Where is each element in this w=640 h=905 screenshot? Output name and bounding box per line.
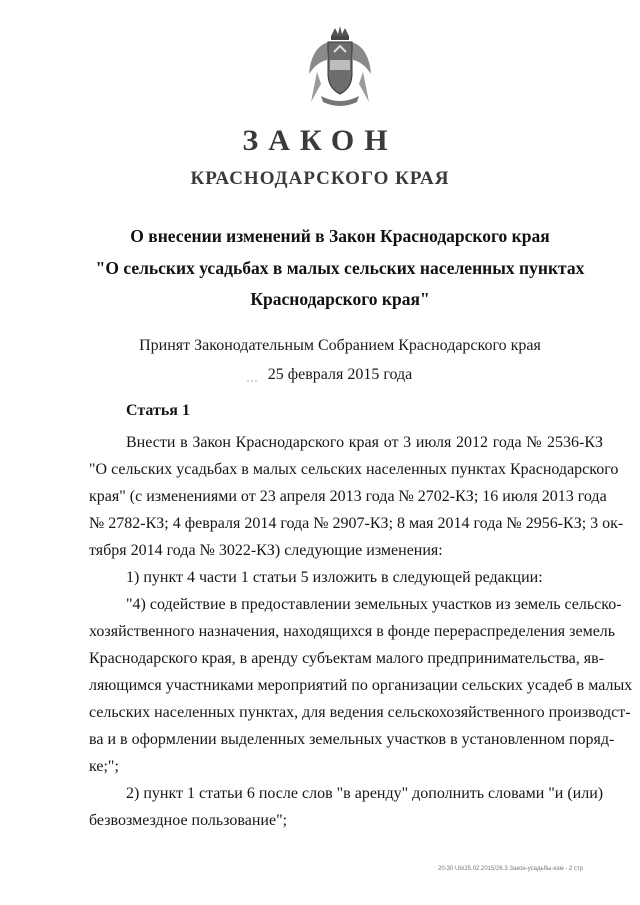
body-line-12: ва и в оформлении выделенных земельных участков в установленном поряд- (89, 731, 615, 748)
article-heading: Статья 1 (126, 402, 190, 419)
body-line-1: Внести в Закон Краснодарского края от 3 июля 2012 года № 2536-КЗ (126, 434, 603, 451)
page-footer: 20-30 Ub/25.02.2015/26.3 Закон-усадьбы-изм - 2 стр (438, 866, 583, 872)
document-title: ЗАКОН (242, 124, 398, 157)
law-heading-line-2: "О сельских усадьбах в малых сельских населенных пунктах (95, 258, 585, 278)
body-line-10: ляющимся участниками мероприятий по организации сельских усадеб в малых (89, 677, 633, 694)
law-heading-line-1: О внесении изменений в Закон Краснодарского края (130, 226, 550, 246)
body-line-4: № 2782-КЗ; 4 февраля 2014 года № 2907-КЗ; 8 мая 2014 года № 2956-КЗ; 3 ок- (89, 515, 624, 532)
body-line-8: хозяйственного назначения, находящихся в фонде перераспределения земель (89, 623, 616, 640)
body-line-6: 1) пункт 4 части 1 статьи 5 изложить в следующей редакции: (126, 569, 543, 586)
body-line-5: тября 2014 года № 3022-КЗ) следующие изменения: (89, 542, 443, 559)
body-line-11: сельских населенных пунктах, для ведения сельскохозяйственного производст- (89, 704, 631, 721)
body-line-3: края" (с изменениями от 23 апреля 2013 года № 2702-КЗ; 16 июля 2013 года (89, 488, 607, 505)
body-line-14: 2) пункт 1 статьи 6 после слов "в аренду" дополнить словами "и (или) (126, 785, 604, 802)
body-line-2: "О сельских усадьбах в малых сельских населенных пунктах Краснодарского (89, 461, 619, 478)
body-line-15: безвозмездное пользование"; (89, 812, 288, 829)
body-line-13: ке;"; (89, 758, 119, 775)
coat-of-arms-icon (301, 22, 379, 110)
body-line-9: Краснодарского края, в аренду субъектам малого предпринимательства, яв- (89, 650, 605, 667)
document-subtitle: КРАСНОДАРСКОГО КРАЯ (190, 168, 450, 189)
law-heading-line-3: Краснодарского края" (250, 289, 430, 309)
adoption-date: 25 февраля 2015 года (267, 366, 413, 383)
body-line-7: "4) содействие в предоставлении земельных участков из земель сельско- (126, 596, 622, 613)
adopted-by-line: Принят Законодательным Собранием Краснодарского края (139, 337, 541, 354)
